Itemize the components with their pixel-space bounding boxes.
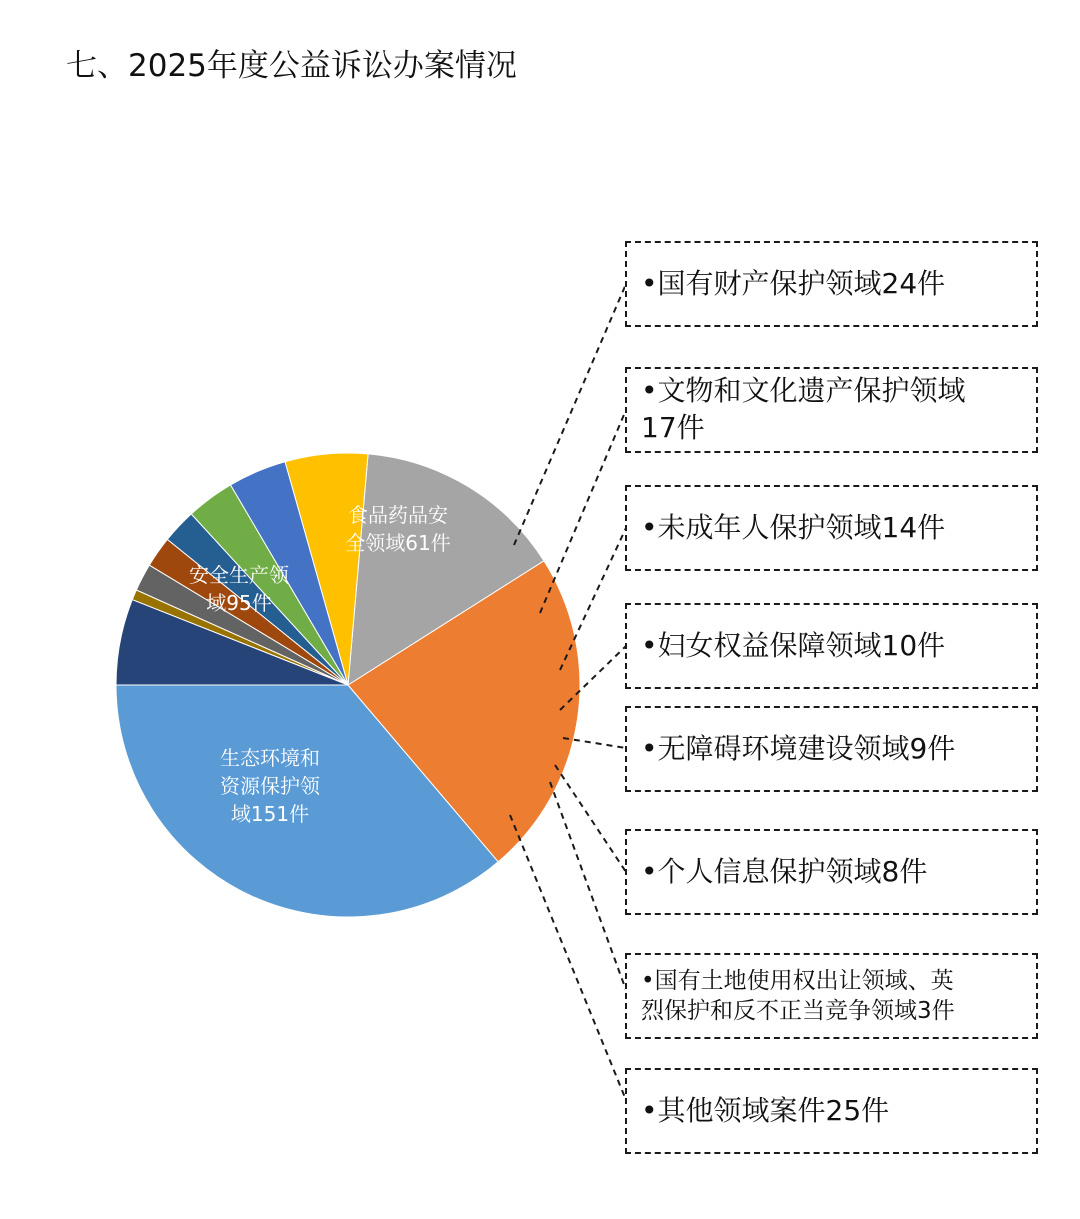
slice-label: 生态环境和资源保护领域151件 bbox=[220, 746, 320, 826]
callout-box bbox=[625, 485, 1038, 571]
callout-box bbox=[625, 603, 1038, 689]
leader-line bbox=[560, 528, 626, 670]
callout-label: •其他领域案件25件 bbox=[641, 1093, 890, 1127]
page-title: 七、2025年度公益诉讼办案情况 bbox=[66, 48, 517, 84]
callout-label: •无障碍环境建设领域9件 bbox=[641, 731, 956, 765]
callout-box bbox=[625, 829, 1038, 915]
leader-line bbox=[514, 284, 626, 545]
callout-label: •国有财产保护领域24件 bbox=[641, 266, 946, 300]
leader-line bbox=[510, 815, 626, 1100]
leader-line bbox=[555, 765, 626, 872]
callout-box bbox=[625, 1068, 1038, 1154]
callout-label: •未成年人保护领域14件 bbox=[641, 510, 946, 544]
slice-label: 安全生产领域95件 bbox=[189, 563, 289, 615]
slice-label: 食品药品安全领域61件 bbox=[345, 503, 451, 555]
callout-box bbox=[625, 367, 1038, 453]
callout-label: •妇女权益保障领域10件 bbox=[641, 628, 946, 662]
callout-box bbox=[625, 953, 1038, 1039]
callout-label: •文物和文化遗产保护领域 17件 bbox=[641, 374, 966, 444]
callout-label: •个人信息保护领域8件 bbox=[641, 854, 928, 888]
callout-box bbox=[625, 706, 1038, 792]
callout-box bbox=[625, 241, 1038, 327]
leader-line bbox=[540, 410, 626, 613]
callout-label: •国有土地使用权出让领域、英 烈保护和反不正当竞争领域3件 bbox=[641, 967, 955, 1024]
